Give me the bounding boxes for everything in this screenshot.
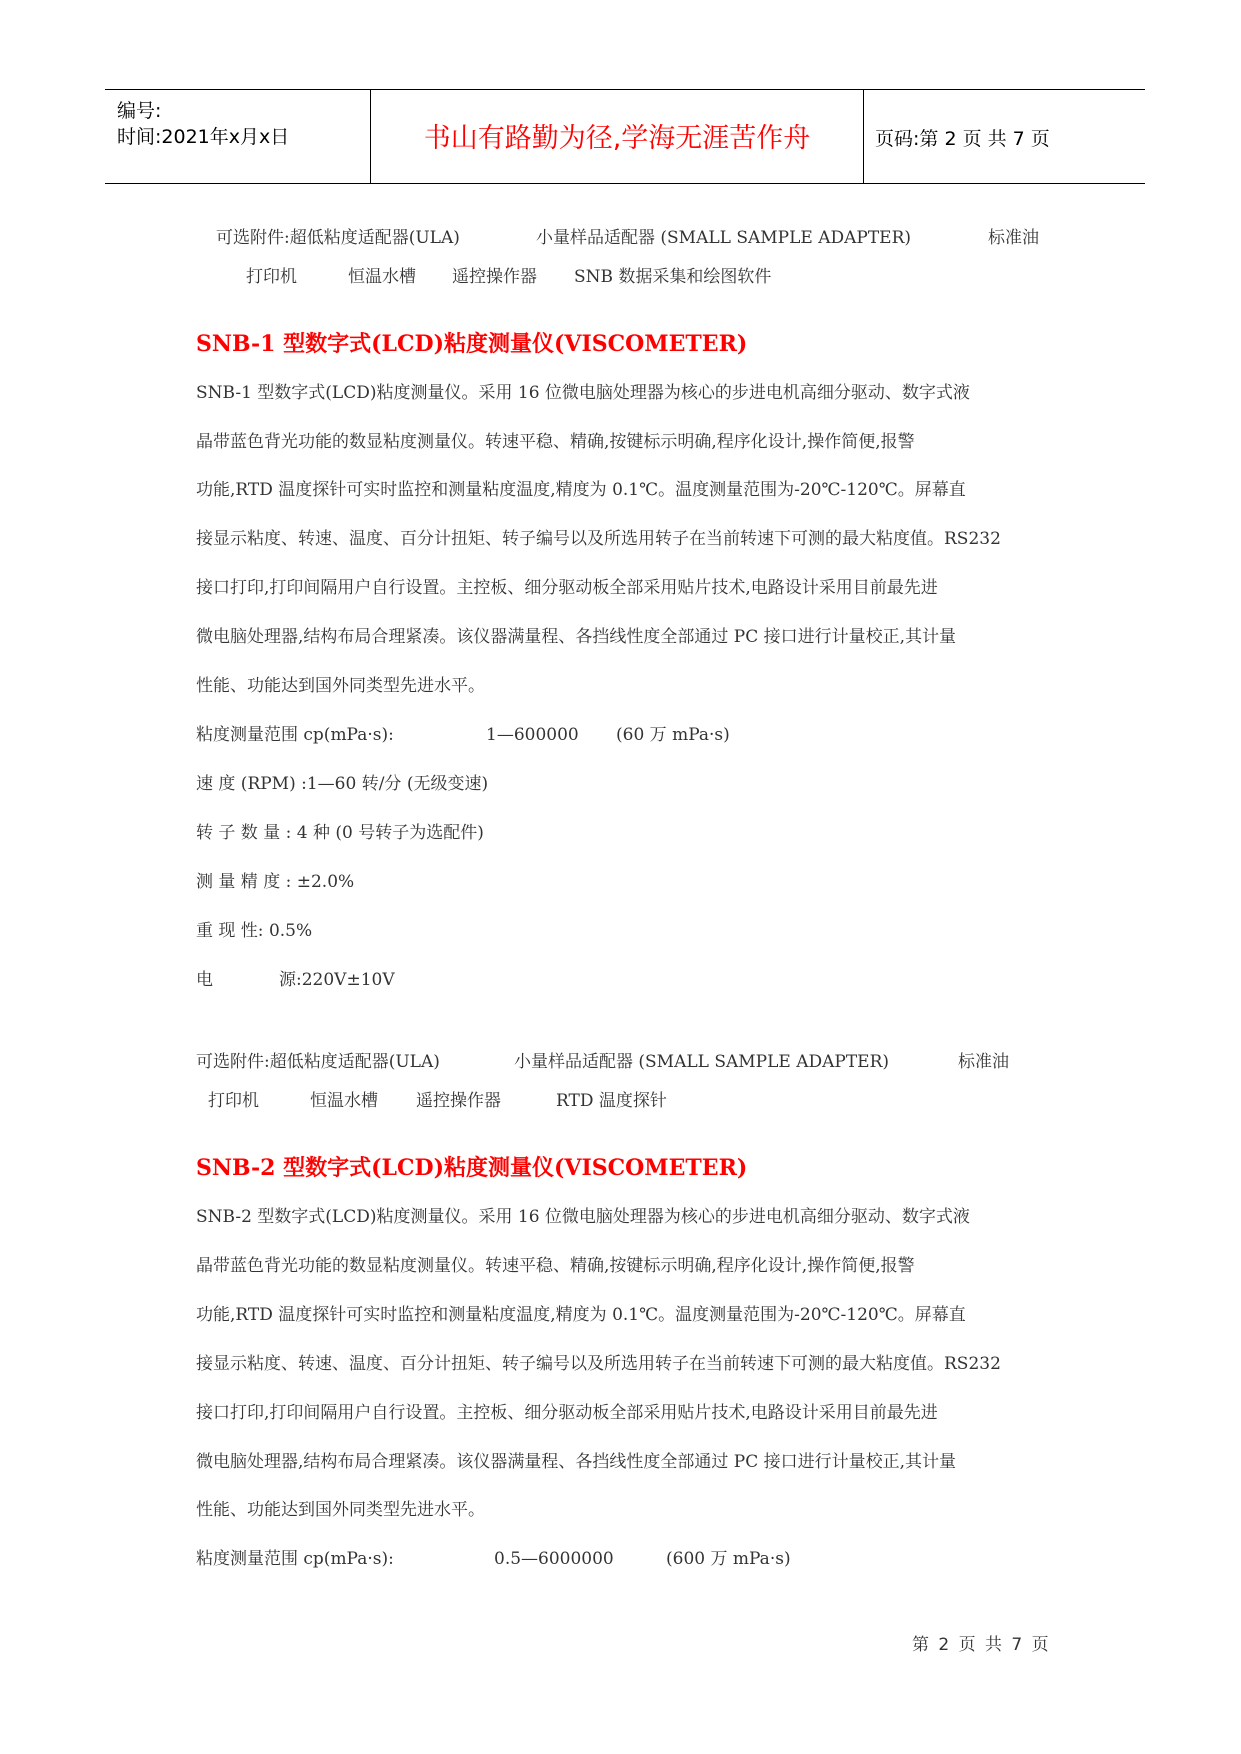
snb2-body-line: SNB-2 型数字式(LCD)粘度测量仪。采用 16 位微电脑处理器为核心的步进电机高细分驱动、数字式液 bbox=[196, 1207, 970, 1227]
snb1-spec-speed: 速 度 (RPM) :1—60 转/分 (无级变速) bbox=[196, 774, 489, 794]
snb2-body-line: 接口打印,打印间隔用户自行设置。主控板、细分驱动板全部采用贴片技术,电路设计采用目前最先进 bbox=[196, 1403, 938, 1423]
accessory-remote: 遥控操作器 bbox=[452, 267, 537, 287]
snb1-body-line: 接口打印,打印间隔用户自行设置。主控板、细分驱动板全部采用贴片技术,电路设计采用目前最先进 bbox=[196, 578, 938, 598]
snb1-spec-repeatability: 重 现 性: 0.5% bbox=[196, 921, 313, 941]
snb1-spec-accuracy: 测 量 精 度 : ±2.0% bbox=[196, 872, 355, 892]
spec-range-note: (60 万 mPa·s) bbox=[616, 725, 730, 745]
snb1-heading: SNB-1 型数字式(LCD)粘度测量仪(VISCOMETER) bbox=[196, 331, 748, 357]
header-info-cell bbox=[105, 90, 370, 183]
spec-power-label: 电 bbox=[196, 970, 213, 990]
snb2-body-line: 接显示粘度、转速、温度、百分计扭矩、转子编号以及所选用转子在当前转速下可测的最大粘度值。RS232 bbox=[196, 1354, 1001, 1374]
snb2-body-line: 微电脑处理器,结构布局合理紧凑。该仪器满量程、各挡线性度全部通过 PC 接口进行计量校正,其计量 bbox=[196, 1452, 957, 1472]
accessories-label: 可选附件:超低粘度适配器(ULA) bbox=[196, 1052, 440, 1072]
snb1-body-line: 功能,RTD 温度探针可实时监控和测量粘度温度,精度为 0.1℃。温度测量范围为-20℃-120℃。屏幕直 bbox=[196, 480, 966, 500]
accessory-small-sample: 小量样品适配器 (SMALL SAMPLE ADAPTER) bbox=[536, 228, 912, 248]
accessory-printer: 打印机 bbox=[246, 267, 297, 287]
header-page-number: 页码:第 2 页 共 7 页 bbox=[875, 128, 1050, 150]
snb1-body-line: 微电脑处理器,结构布局合理紧凑。该仪器满量程、各挡线性度全部通过 PC 接口进行计量校正,其计量 bbox=[196, 627, 957, 647]
snb1-spec-rotors: 转 子 数 量 : 4 种 (0 号转子为选配件) bbox=[196, 823, 484, 843]
spec-power-value: 源:220V±10V bbox=[279, 970, 395, 990]
accessory-printer: 打印机 bbox=[208, 1091, 259, 1111]
accessory-software: SNB 数据采集和绘图软件 bbox=[574, 267, 772, 287]
snb1-body-line: 晶带蓝色背光功能的数显粘度测量仪。转速平稳、精确,按键标示明确,程序化设计,操作简便,报警 bbox=[196, 432, 915, 452]
page-footer-number: 第 2 页 共 7 页 bbox=[912, 1635, 1051, 1655]
spec-range-label: 粘度测量范围 cp(mPa·s): bbox=[196, 725, 394, 745]
accessory-standard-oil: 标准油 bbox=[988, 228, 1039, 248]
snb1-body-line: 性能、功能达到国外同类型先进水平。 bbox=[196, 676, 485, 696]
spec-range-value: 0.5—6000000 bbox=[494, 1549, 614, 1569]
accessory-remote: 遥控操作器 bbox=[416, 1091, 501, 1111]
snb2-heading: SNB-2 型数字式(LCD)粘度测量仪(VISCOMETER) bbox=[196, 1155, 748, 1181]
document-number-label: 编号: bbox=[117, 100, 162, 122]
accessory-standard-oil: 标准油 bbox=[958, 1052, 1009, 1072]
snb2-body-line: 晶带蓝色背光功能的数显粘度测量仪。转速平稳、精确,按键标示明确,程序化设计,操作简便,报警 bbox=[196, 1256, 915, 1276]
snb2-body-line: 性能、功能达到国外同类型先进水平。 bbox=[196, 1500, 485, 1520]
header-motto: 书山有路勤为径,学海无涯苦作舟 bbox=[423, 123, 811, 154]
header-page-cell bbox=[863, 90, 1145, 183]
accessory-water-bath: 恒温水槽 bbox=[310, 1091, 378, 1111]
accessories-label: 可选附件:超低粘度适配器(ULA) bbox=[216, 228, 460, 248]
spec-range-label: 粘度测量范围 cp(mPa·s): bbox=[196, 1549, 394, 1569]
document-date-label: 时间:2021年x月x日 bbox=[117, 126, 290, 148]
snb2-body-line: 功能,RTD 温度探针可实时监控和测量粘度温度,精度为 0.1℃。温度测量范围为-20℃-120℃。屏幕直 bbox=[196, 1305, 966, 1325]
snb1-body-line: 接显示粘度、转速、温度、百分计扭矩、转子编号以及所选用转子在当前转速下可测的最大粘度值。RS232 bbox=[196, 529, 1001, 549]
spec-range-value: 1—600000 bbox=[486, 725, 579, 745]
accessory-small-sample: 小量样品适配器 (SMALL SAMPLE ADAPTER) bbox=[514, 1052, 890, 1072]
accessory-rtd-probe: RTD 温度探针 bbox=[556, 1091, 667, 1111]
header-motto-cell bbox=[370, 90, 864, 183]
snb1-body-line: SNB-1 型数字式(LCD)粘度测量仪。采用 16 位微电脑处理器为核心的步进电机高细分驱动、数字式液 bbox=[196, 383, 970, 403]
spec-range-note: (600 万 mPa·s) bbox=[666, 1549, 791, 1569]
accessory-water-bath: 恒温水槽 bbox=[348, 267, 416, 287]
page-header bbox=[105, 89, 1145, 184]
